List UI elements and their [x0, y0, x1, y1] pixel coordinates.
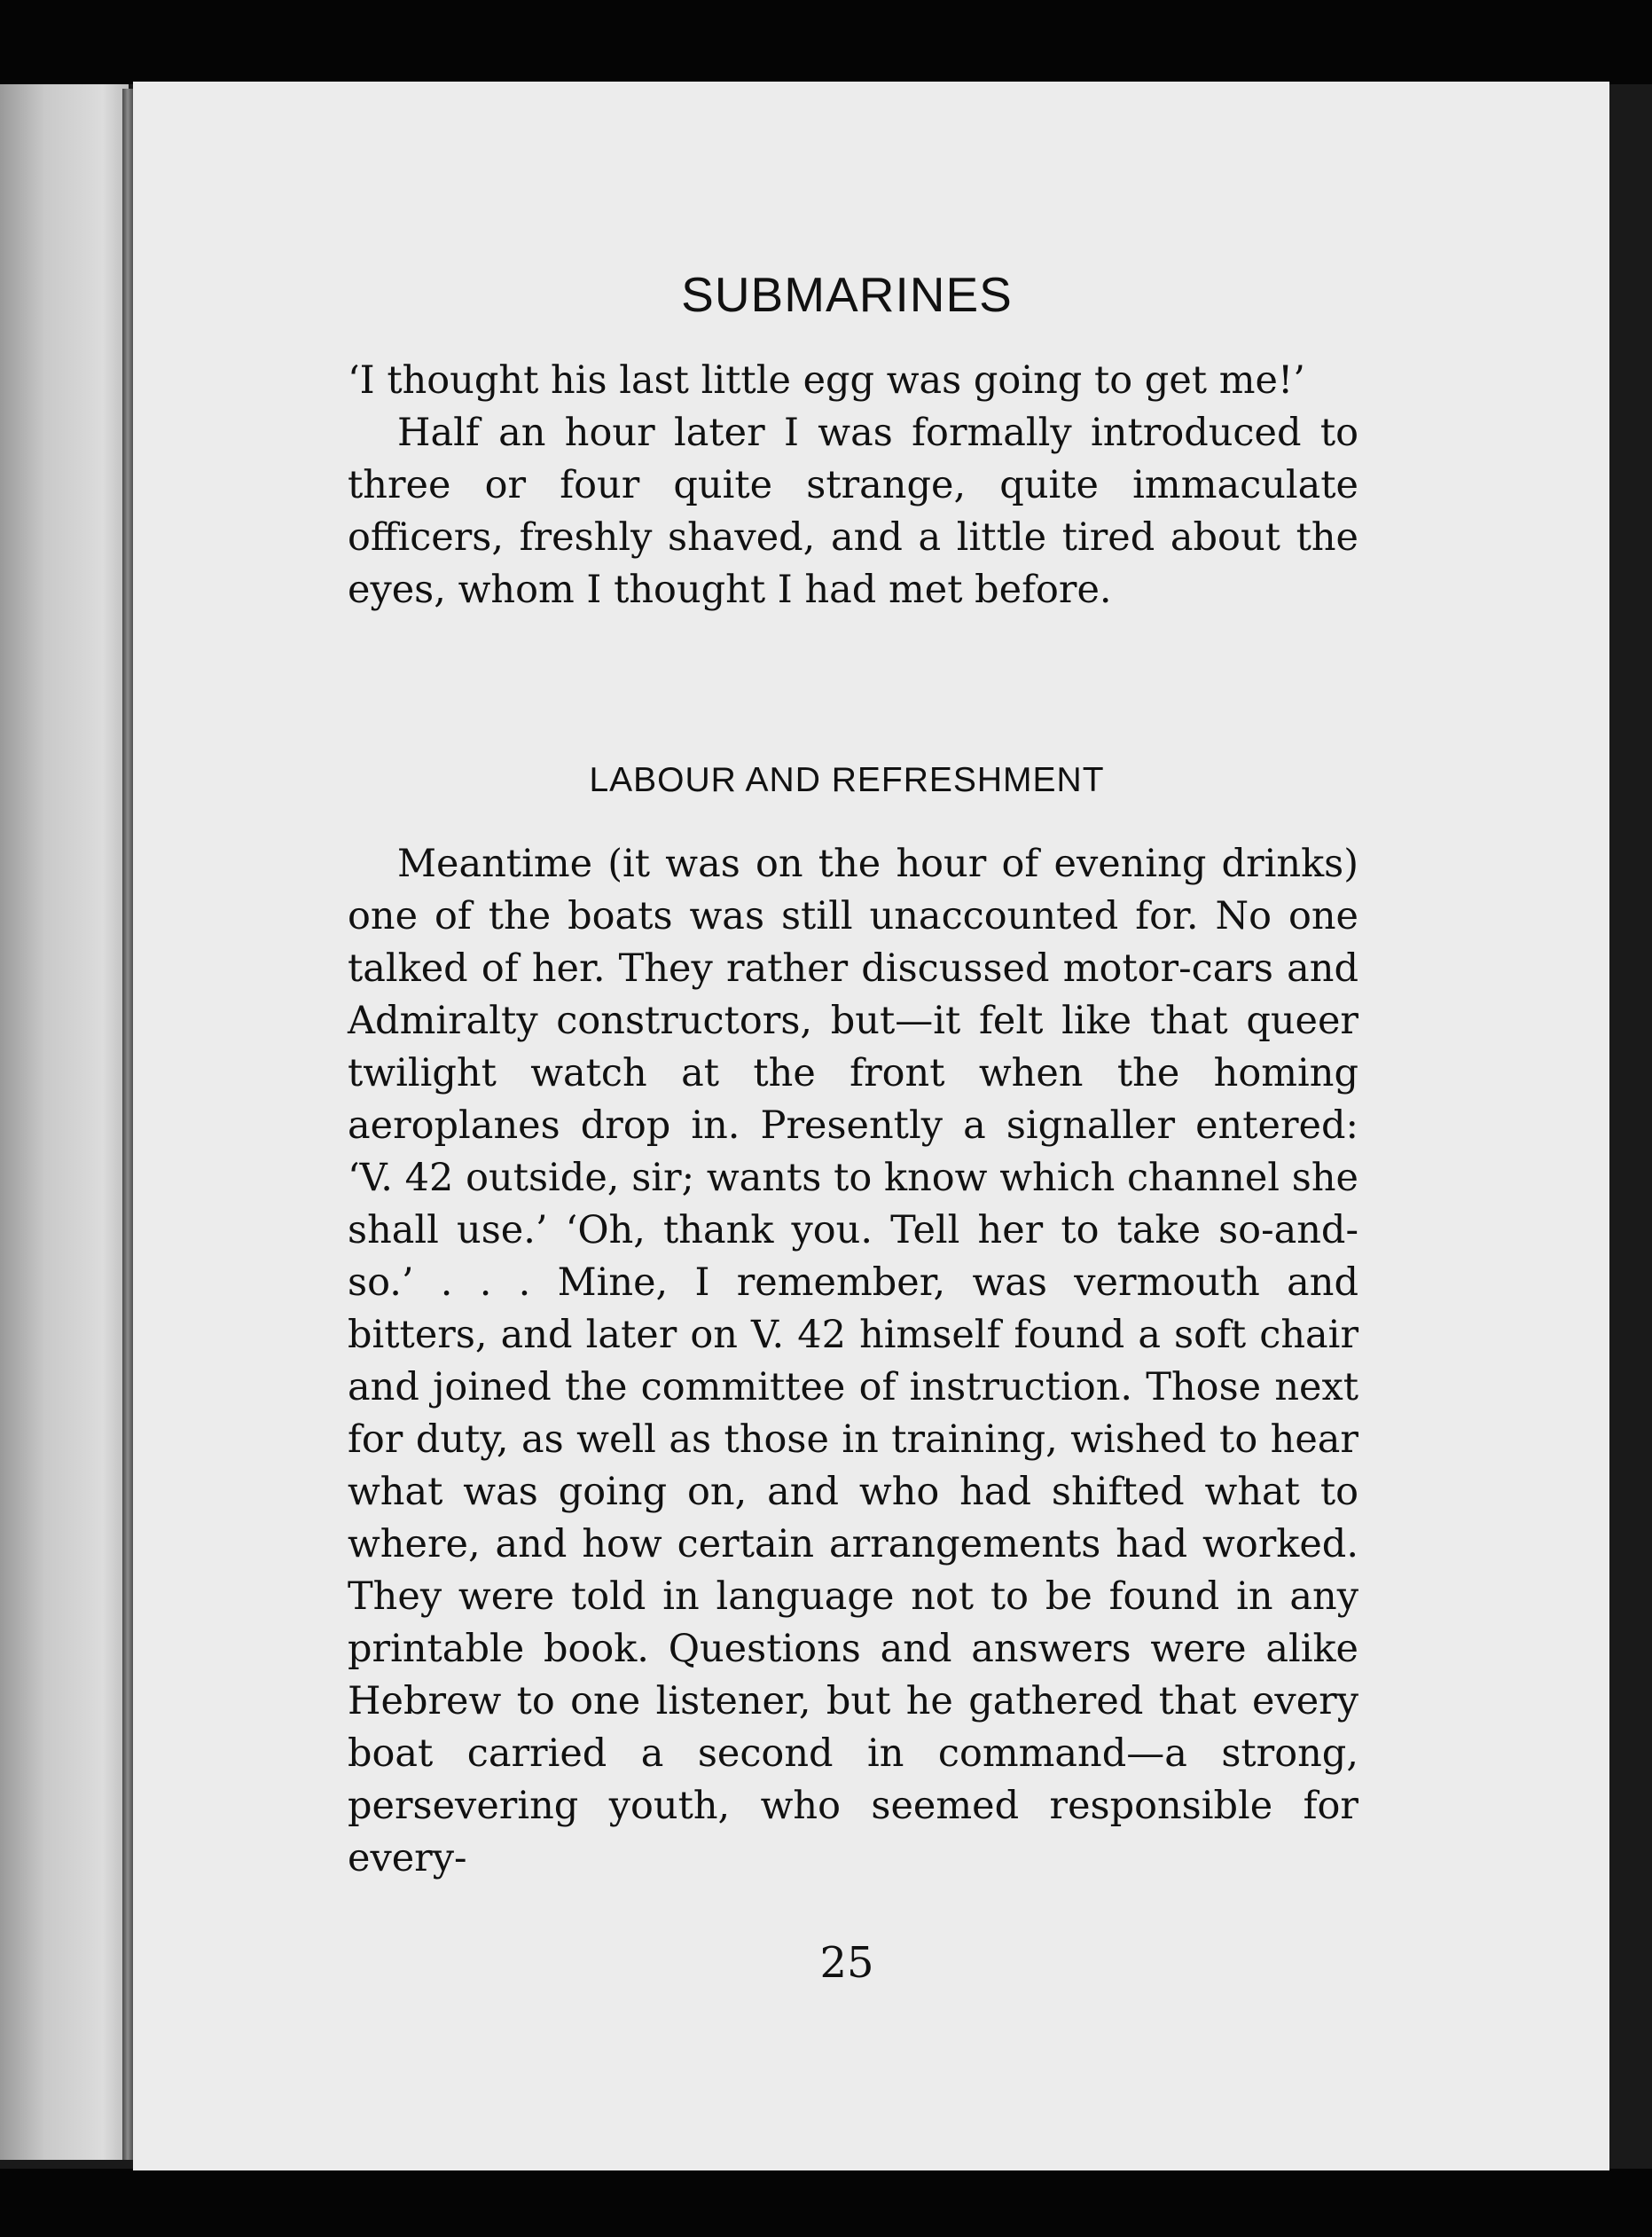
section-text-block: [348, 838, 1358, 1885]
paragraph-meantime: Meantime (it was on the hour of evening drinks) one of the boats was still unaccounted for. No one talked of her. They rather discussed motor-cars and Admiralty constructors, but—it felt like that queer twilight watch at the front when the homing aeroplanes drop in. Presently a signaller entered: ‘V. 42 outside, sir; wants to know which channel she shall use.’ ‘Oh, thank you. Tell her to take so-and-so.’ . . . Mine, I remember, was vermouth and bitters, and later on V. 42 himself found a soft chair and joined the committee of instruction. Those next for duty, as well as those in training, wished to hear what was going on, and who had shifted what to where, and how certain arrangements had worked. They were told in language not to be found in any printable book. Questions and answers were alike Hebrew to one listener, but he gathered that every boat carried a second in command—a strong, persevering youth, who seemed responsible for every-: [348, 842, 1358, 1880]
paragraph-quote: ‘I thought his last little egg was going to get me!’: [348, 358, 1305, 403]
facing-page-edge: [0, 84, 129, 2160]
book-gutter: [122, 89, 133, 2160]
running-head: SUBMARINES: [681, 267, 1013, 322]
paragraph-introduction: Half an hour later I was formally introduced to three or four quite strange, quite immaculate officers, freshly shaved, and a little tired about the eyes, whom I thought I had met before.: [348, 411, 1358, 612]
section-heading: LABOUR AND REFRESHMENT: [589, 761, 1105, 799]
page-number: 25: [819, 1938, 874, 1988]
opening-text-block: [348, 355, 1358, 616]
